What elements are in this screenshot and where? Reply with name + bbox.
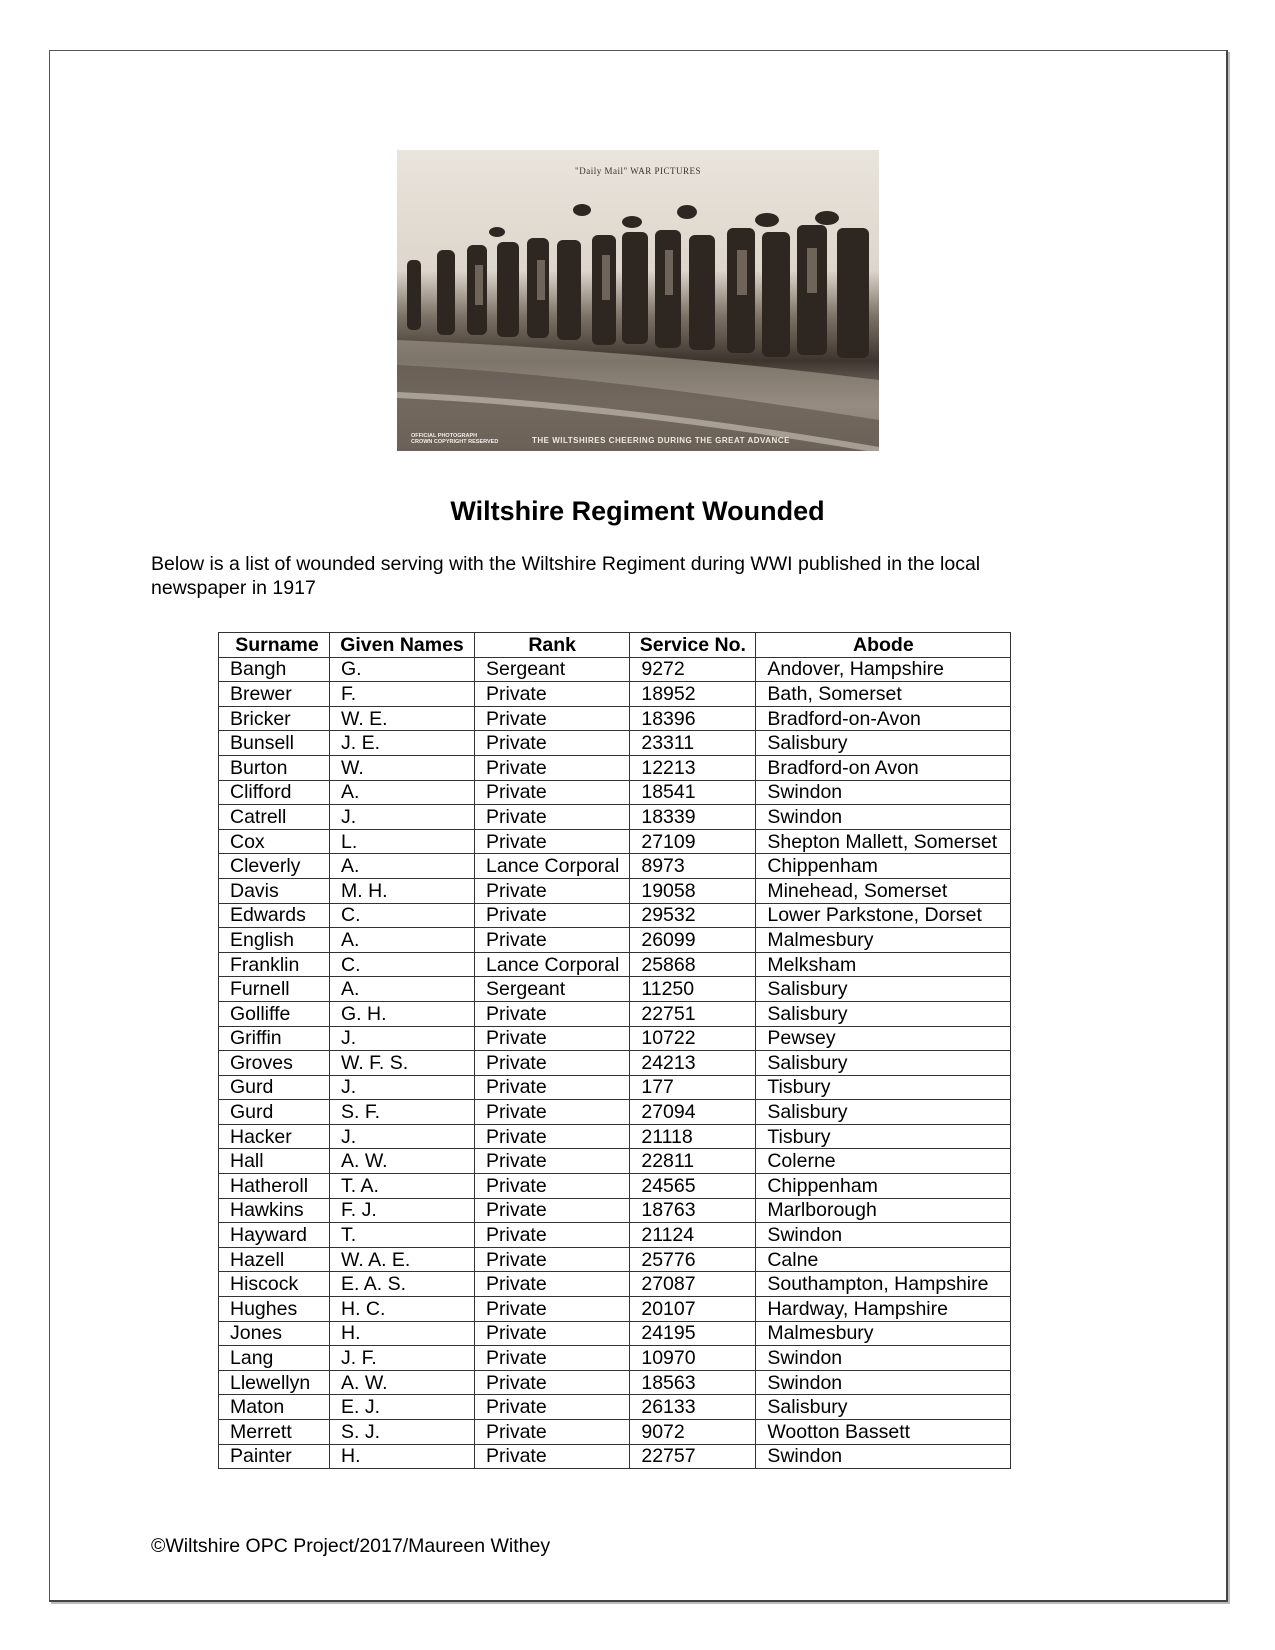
cell-service-no: 18339: [630, 805, 756, 830]
cell-surname: Furnell: [219, 977, 330, 1002]
cell-service-no: 18396: [630, 706, 756, 731]
cell-given-names: C.: [330, 903, 475, 928]
table-row: [219, 706, 1011, 731]
cell-given-names: L.: [330, 829, 475, 854]
table-row: [219, 1223, 1011, 1248]
cell-abode: Hardway, Hampshire: [756, 1297, 1011, 1322]
copyright-footer: ©Wiltshire OPC Project/2017/Maureen Withey: [151, 1535, 551, 1557]
cell-service-no: 22811: [630, 1149, 756, 1174]
cell-surname: Maton: [219, 1395, 330, 1420]
cell-surname: Golliffe: [219, 1001, 330, 1026]
table-row: [219, 1174, 1011, 1199]
table-row: [219, 1370, 1011, 1395]
header-service-no: Service No.: [630, 633, 756, 658]
cell-given-names: J. F.: [330, 1346, 475, 1371]
cell-rank: Private: [475, 1174, 630, 1199]
cell-rank: Private: [475, 829, 630, 854]
cell-surname: Merrett: [219, 1420, 330, 1445]
cell-rank: Private: [475, 903, 630, 928]
cell-surname: Painter: [219, 1444, 330, 1469]
cell-rank: Private: [475, 805, 630, 830]
table-row: [219, 952, 1011, 977]
cell-service-no: 10722: [630, 1026, 756, 1051]
cell-abode: Salisbury: [756, 1051, 1011, 1076]
cell-service-no: 22751: [630, 1001, 756, 1026]
cell-rank: Private: [475, 1272, 630, 1297]
cell-abode: Shepton Mallett, Somerset: [756, 829, 1011, 854]
table-row: [219, 1321, 1011, 1346]
cell-service-no: 177: [630, 1075, 756, 1100]
cell-given-names: H.: [330, 1321, 475, 1346]
cell-given-names: W. F. S.: [330, 1051, 475, 1076]
cell-abode: Calne: [756, 1247, 1011, 1272]
table-row: [219, 878, 1011, 903]
cell-given-names: H.: [330, 1444, 475, 1469]
cell-given-names: G. H.: [330, 1001, 475, 1026]
cell-rank: Private: [475, 1370, 630, 1395]
cell-surname: Griffin: [219, 1026, 330, 1051]
cell-abode: Chippenham: [756, 854, 1011, 879]
table-row: [219, 1444, 1011, 1469]
war-photograph: [397, 150, 879, 451]
cell-service-no: 25776: [630, 1247, 756, 1272]
cell-given-names: G.: [330, 657, 475, 682]
intro-paragraph: Below is a list of wounded serving with the Wiltshire Regiment during WWI published in the local newspaper in 1917: [151, 553, 981, 599]
cell-service-no: 18541: [630, 780, 756, 805]
photo-caption: THE WILTSHIRES CHEERING DURING THE GREAT ADVANCE: [532, 436, 790, 445]
cell-rank: Private: [475, 928, 630, 953]
cell-given-names: E. J.: [330, 1395, 475, 1420]
cell-given-names: M. H.: [330, 878, 475, 903]
cell-given-names: S. J.: [330, 1420, 475, 1445]
cell-surname: Clifford: [219, 780, 330, 805]
cell-abode: Wootton Bassett: [756, 1420, 1011, 1445]
table-row: [219, 1420, 1011, 1445]
table-row: [219, 1198, 1011, 1223]
table-row: [219, 977, 1011, 1002]
cell-surname: Hacker: [219, 1124, 330, 1149]
cell-surname: Burton: [219, 755, 330, 780]
cell-service-no: 27109: [630, 829, 756, 854]
table-row: [219, 1272, 1011, 1297]
cell-service-no: 25868: [630, 952, 756, 977]
cell-service-no: 24213: [630, 1051, 756, 1076]
cell-rank: Private: [475, 1247, 630, 1272]
cell-rank: Private: [475, 1198, 630, 1223]
table-row: [219, 829, 1011, 854]
cell-surname: Hayward: [219, 1223, 330, 1248]
cell-given-names: T.: [330, 1223, 475, 1248]
cell-abode: Tisbury: [756, 1075, 1011, 1100]
cell-service-no: 24195: [630, 1321, 756, 1346]
cell-abode: Salisbury: [756, 731, 1011, 756]
cell-service-no: 19058: [630, 878, 756, 903]
header-rank: Rank: [475, 633, 630, 658]
cell-rank: Private: [475, 1346, 630, 1371]
cell-surname: Hiscock: [219, 1272, 330, 1297]
cell-surname: Hughes: [219, 1297, 330, 1322]
table-row: [219, 928, 1011, 953]
table-row: [219, 682, 1011, 707]
table-row: [219, 1395, 1011, 1420]
table-row: [219, 1124, 1011, 1149]
cell-given-names: J.: [330, 1075, 475, 1100]
header-abode: Abode: [756, 633, 1011, 658]
page-title: Wiltshire Regiment Wounded: [450, 496, 825, 526]
cell-abode: Tisbury: [756, 1124, 1011, 1149]
cell-given-names: F.: [330, 682, 475, 707]
cell-abode: Melksham: [756, 952, 1011, 977]
table-row: [219, 1297, 1011, 1322]
cell-surname: Cleverly: [219, 854, 330, 879]
cell-abode: Bradford-on-Avon: [756, 706, 1011, 731]
cell-abode: Salisbury: [756, 977, 1011, 1002]
cell-service-no: 24565: [630, 1174, 756, 1199]
cell-service-no: 26099: [630, 928, 756, 953]
table-row: [219, 1346, 1011, 1371]
cell-abode: Salisbury: [756, 1100, 1011, 1125]
cell-abode: Salisbury: [756, 1001, 1011, 1026]
cell-service-no: 18563: [630, 1370, 756, 1395]
cell-given-names: J.: [330, 1026, 475, 1051]
cell-rank: Private: [475, 755, 630, 780]
table-row: [219, 1051, 1011, 1076]
cell-service-no: 18763: [630, 1198, 756, 1223]
cell-rank: Private: [475, 1444, 630, 1469]
cell-given-names: J.: [330, 1124, 475, 1149]
cell-rank: Private: [475, 1395, 630, 1420]
cell-service-no: 29532: [630, 903, 756, 928]
cell-abode: Swindon: [756, 780, 1011, 805]
cell-service-no: 10970: [630, 1346, 756, 1371]
photo-header: "Daily Mail" WAR PICTURES: [575, 166, 701, 176]
cell-surname: Gurd: [219, 1100, 330, 1125]
cell-abode: Andover, Hampshire: [756, 657, 1011, 682]
cell-service-no: 21118: [630, 1124, 756, 1149]
cell-rank: Private: [475, 1100, 630, 1125]
cell-abode: Swindon: [756, 1370, 1011, 1395]
cell-surname: Brewer: [219, 682, 330, 707]
cell-abode: Colerne: [756, 1149, 1011, 1174]
cell-rank: Lance Corporal: [475, 854, 630, 879]
cell-rank: Private: [475, 780, 630, 805]
photo-credit-line1: OFFICIAL PHOTOGRAPH: [411, 433, 478, 439]
header-surname: Surname: [219, 633, 330, 658]
cell-surname: Gurd: [219, 1075, 330, 1100]
cell-given-names: H. C.: [330, 1297, 475, 1322]
cell-given-names: W. E.: [330, 706, 475, 731]
cell-rank: Private: [475, 706, 630, 731]
cell-rank: Private: [475, 1001, 630, 1026]
cell-abode: Bath, Somerset: [756, 682, 1011, 707]
cell-surname: Jones: [219, 1321, 330, 1346]
cell-surname: Edwards: [219, 903, 330, 928]
table-row: [219, 903, 1011, 928]
table-row: [219, 755, 1011, 780]
cell-service-no: 20107: [630, 1297, 756, 1322]
cell-given-names: A. W.: [330, 1149, 475, 1174]
cell-given-names: A.: [330, 854, 475, 879]
cell-surname: Llewellyn: [219, 1370, 330, 1395]
cell-abode: Swindon: [756, 1223, 1011, 1248]
cell-surname: Cox: [219, 829, 330, 854]
cell-surname: English: [219, 928, 330, 953]
cell-rank: Private: [475, 682, 630, 707]
cell-rank: Private: [475, 1051, 630, 1076]
cell-rank: Sergeant: [475, 977, 630, 1002]
table-row: [219, 1247, 1011, 1272]
cell-abode: Swindon: [756, 805, 1011, 830]
cell-surname: Groves: [219, 1051, 330, 1076]
cell-surname: Hatheroll: [219, 1174, 330, 1199]
cell-service-no: 27094: [630, 1100, 756, 1125]
cell-surname: Lang: [219, 1346, 330, 1371]
cell-abode: Marlborough: [756, 1198, 1011, 1223]
cell-given-names: W. A. E.: [330, 1247, 475, 1272]
cell-surname: Catrell: [219, 805, 330, 830]
cell-rank: Private: [475, 731, 630, 756]
cell-abode: Bradford-on Avon: [756, 755, 1011, 780]
cell-given-names: E. A. S.: [330, 1272, 475, 1297]
cell-abode: Southampton, Hampshire: [756, 1272, 1011, 1297]
cell-service-no: 22757: [630, 1444, 756, 1469]
cell-given-names: T. A.: [330, 1174, 475, 1199]
soldiers-marching-illustration: [397, 150, 879, 451]
table-row: [219, 1001, 1011, 1026]
cell-rank: Private: [475, 1321, 630, 1346]
table-row: [219, 1149, 1011, 1174]
cell-surname: Franklin: [219, 952, 330, 977]
cell-rank: Private: [475, 1420, 630, 1445]
cell-rank: Private: [475, 1075, 630, 1100]
cell-given-names: J. E.: [330, 731, 475, 756]
cell-abode: Lower Parkstone, Dorset: [756, 903, 1011, 928]
table-body: [219, 657, 1011, 1469]
cell-abode: Malmesbury: [756, 1321, 1011, 1346]
cell-rank: Private: [475, 1026, 630, 1051]
cell-abode: Salisbury: [756, 1395, 1011, 1420]
cell-surname: Hazell: [219, 1247, 330, 1272]
table-row: [219, 854, 1011, 879]
cell-given-names: A. W.: [330, 1370, 475, 1395]
cell-surname: Hall: [219, 1149, 330, 1174]
cell-rank: Private: [475, 1223, 630, 1248]
cell-service-no: 9072: [630, 1420, 756, 1445]
cell-surname: Bangh: [219, 657, 330, 682]
cell-given-names: F. J.: [330, 1198, 475, 1223]
cell-service-no: 8973: [630, 854, 756, 879]
table-header-row: [219, 633, 1011, 658]
table-row: [219, 780, 1011, 805]
cell-rank: Private: [475, 878, 630, 903]
cell-abode: Swindon: [756, 1444, 1011, 1469]
cell-rank: Lance Corporal: [475, 952, 630, 977]
cell-given-names: J.: [330, 805, 475, 830]
cell-given-names: W.: [330, 755, 475, 780]
cell-rank: Private: [475, 1149, 630, 1174]
table-row: [219, 1100, 1011, 1125]
cell-given-names: A.: [330, 780, 475, 805]
table-row: [219, 805, 1011, 830]
header-given-names: Given Names: [330, 633, 475, 658]
cell-surname: Hawkins: [219, 1198, 330, 1223]
cell-surname: Bunsell: [219, 731, 330, 756]
cell-abode: Chippenham: [756, 1174, 1011, 1199]
photo-credit: [411, 433, 498, 445]
photo-credit-line2: CROWN COPYRIGHT RESERVED: [411, 439, 499, 445]
table-row: [219, 1075, 1011, 1100]
table-row: [219, 731, 1011, 756]
cell-given-names: S. F.: [330, 1100, 475, 1125]
cell-abode: Minehead, Somerset: [756, 878, 1011, 903]
cell-abode: Swindon: [756, 1346, 1011, 1371]
cell-rank: Private: [475, 1297, 630, 1322]
wounded-table: [218, 632, 1011, 1469]
cell-service-no: 21124: [630, 1223, 756, 1248]
cell-given-names: A.: [330, 928, 475, 953]
cell-service-no: 27087: [630, 1272, 756, 1297]
cell-service-no: 9272: [630, 657, 756, 682]
cell-service-no: 18952: [630, 682, 756, 707]
cell-given-names: A.: [330, 977, 475, 1002]
cell-given-names: C.: [330, 952, 475, 977]
table-row: [219, 657, 1011, 682]
table-row: [219, 1026, 1011, 1051]
cell-service-no: 11250: [630, 977, 756, 1002]
cell-abode: Malmesbury: [756, 928, 1011, 953]
cell-rank: Private: [475, 1124, 630, 1149]
cell-service-no: 23311: [630, 731, 756, 756]
cell-surname: Bricker: [219, 706, 330, 731]
cell-abode: Pewsey: [756, 1026, 1011, 1051]
cell-service-no: 26133: [630, 1395, 756, 1420]
cell-service-no: 12213: [630, 755, 756, 780]
cell-surname: Davis: [219, 878, 330, 903]
cell-rank: Sergeant: [475, 657, 630, 682]
